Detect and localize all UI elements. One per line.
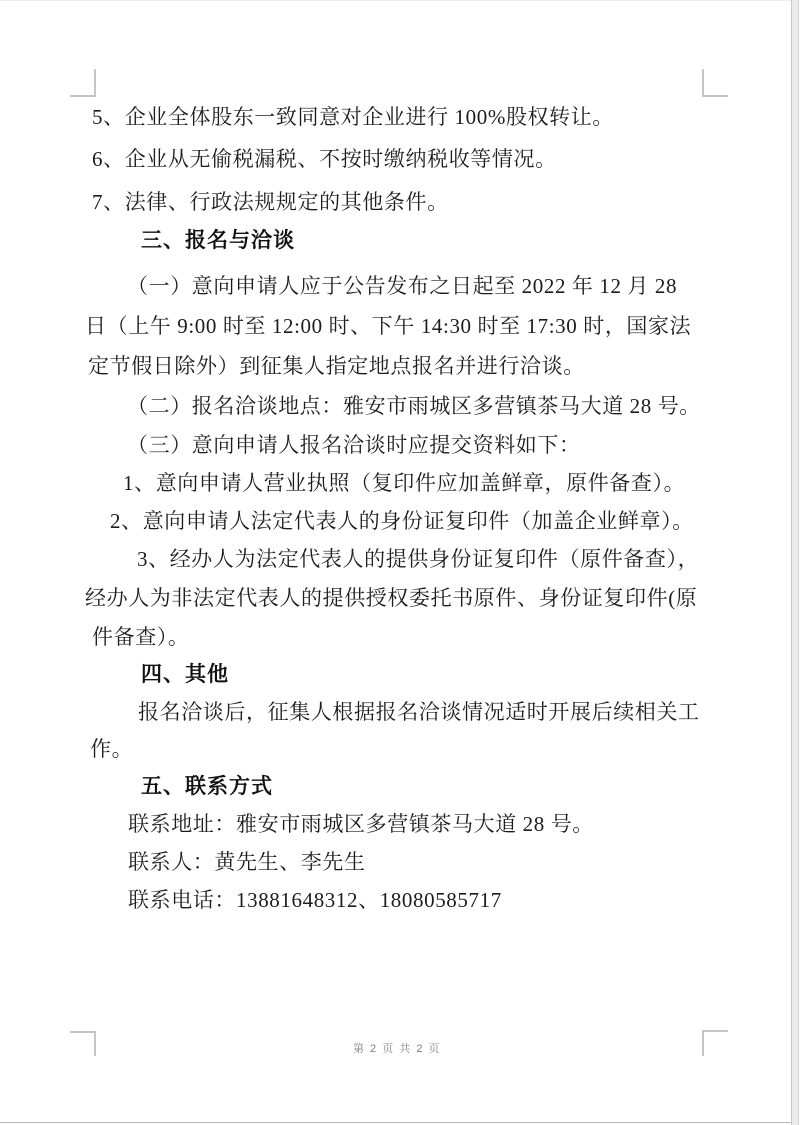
page-number-footer: 第 2 页 共 2 页 xyxy=(352,1043,442,1055)
section-3-paragraph-1: （一）意向申请人应于公告发布之日起至 2022 年 12 月 28 xyxy=(127,274,678,298)
material-item-1: 1、意向申请人营业执照（复印件应加盖鲜章，原件备查）。 xyxy=(123,471,686,495)
section-3-heading: 三、报名与洽谈 xyxy=(141,229,295,252)
section-3-paragraph-2: （二）报名洽谈地点：雅安市雨城区多营镇茶马大道 28 号。 xyxy=(127,394,701,418)
section-3-paragraph-3: （三）意向申请人报名洽谈时应提交资料如下： xyxy=(127,433,581,457)
material-item-3: 件备查）。 xyxy=(92,625,190,649)
condition-item: 7、法律、行政法规规定的其他条件。 xyxy=(92,190,449,214)
section-3-paragraph-1: 日（上午 9:00 时至 12:00 时、下午 14:30 时至 17:30 时，国家法 xyxy=(85,314,692,338)
contact-persons: 联系人：黄先生、李先生 xyxy=(128,850,366,874)
section-3-paragraph-1: 定节假日除外）到征集人指定地点报名并进行洽谈。 xyxy=(88,354,585,378)
material-item-3: 经办人为非法定代表人的提供授权委托书原件、身份证复印件(原 xyxy=(85,586,698,610)
scrollbar[interactable] xyxy=(791,0,799,1125)
contact-phones: 联系电话：13881648312、18080585717 xyxy=(128,888,502,912)
condition-item: 5、企业全体股东一致同意对企业进行 100%股权转让。 xyxy=(92,105,614,129)
condition-item: 6、企业从无偷税漏税、不按时缴纳税收等情况。 xyxy=(92,147,557,171)
contact-address: 联系地址：雅安市雨城区多营镇茶马大道 28 号。 xyxy=(128,812,594,836)
material-item-2: 2、意向申请人法定代表人的身份证复印件（加盖企业鲜章）。 xyxy=(110,509,694,533)
section-4-paragraph: 报名洽谈后，征集人根据报名洽谈情况适时开展后续相关工 xyxy=(138,700,700,724)
section-4-paragraph: 作。 xyxy=(90,737,134,761)
material-item-3: 3、经办人为法定代表人的提供身份证复印件（原件备查）， xyxy=(137,547,700,571)
section-4-heading: 四、其他 xyxy=(141,663,229,686)
section-5-heading: 五、联系方式 xyxy=(141,775,273,798)
